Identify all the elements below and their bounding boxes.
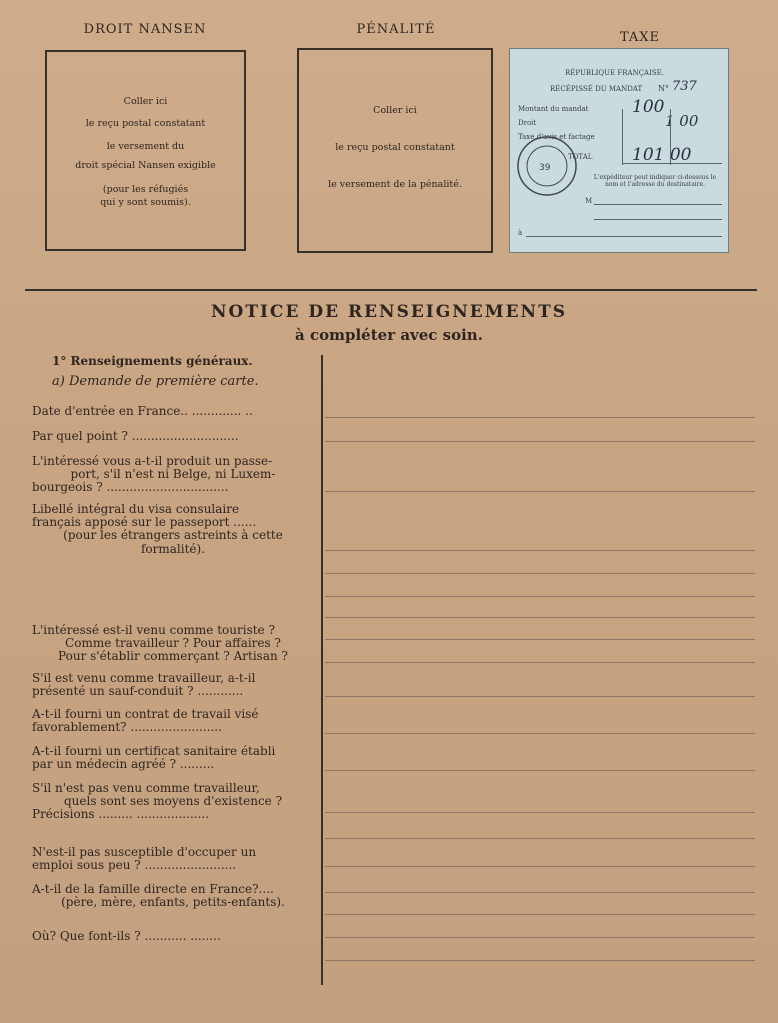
question-passport: L'intéressé vous a-t-il produit un passe- port, s'il n'est ni Belge, ni Luxem- bourgeois ? ................................ [32,454,276,495]
subsection-heading: a) Demande de première carte. [52,374,259,389]
answer-line[interactable] [325,892,755,893]
answer-line[interactable] [325,696,755,697]
notice-subtitle: à compléter avec soin. [295,326,483,344]
total-label: TOTAL [568,153,593,161]
section-heading: 1° Renseignements généraux. [52,354,253,368]
postmark-stamp-icon [515,134,579,198]
penalite-box [297,48,493,253]
receipt-m-label: M [585,197,593,205]
answer-line[interactable] [325,914,755,915]
form-column-divider [321,355,323,985]
question-family: A-t-il de la famille directe en France?.... (père, mère, enfants, petits-enfants). [32,882,285,910]
answer-line[interactable] [325,733,755,734]
answer-line[interactable] [325,770,755,771]
receipt-republic: RÉPUBLIQUE FRANÇAISE. [565,69,665,77]
fee-value: 1 00 [665,112,699,130]
droit-nansen-title: DROIT NANSEN [83,22,207,37]
amount-label: Montant du mandat [518,105,589,113]
box2-line: le reçu postal constatant [335,142,455,153]
answer-line[interactable] [325,812,755,813]
receipt-a-label: à [518,229,523,237]
question-work-contract: A-t-il fourni un contrat de travail visé favorablement? ........................ [32,707,259,735]
answer-line[interactable] [325,960,755,961]
question-health-certificate: A-t-il fourni un certificat sanitaire établi par un médecin agréé ? ......... [32,744,276,772]
question-employment: N'est-il pas susceptible d'occuper un emploi sous peu ? ........................ [32,845,257,873]
question-entry-point: Par quel point ? ............................ [32,429,239,443]
box1-line: le reçu postal constatant [85,118,206,129]
answer-line[interactable] [325,596,755,597]
receipt-note: L'expéditeur peut indiquer ci-dessous le nom et l'adresse du destinataire. [593,174,717,189]
section-divider [25,289,757,291]
question-means: S'il n'est pas venu comme travailleur, quels sont ses moyens d'existence ? Précisions ......... ................... [32,781,283,822]
question-purpose: L'intéressé est-il venu comme touriste ? Comme travailleur ? Pour affaires ? Pour s'établir commerçant ? Artisan ? [32,623,288,664]
question-visa: Libellé intégral du visa consulaire français apposé sur le passeport ...... (pour les étrangers astreints à cette formalité). [32,502,283,556]
answer-line[interactable] [325,662,755,663]
box1-line: Coller ici [123,96,168,107]
tax-label: Taxe d'avis et factage [518,133,595,141]
svg-text:39: 39 [539,163,551,173]
answer-line[interactable] [325,573,755,574]
answer-line[interactable] [325,838,755,839]
answer-line[interactable] [325,550,755,551]
postal-receipt: RÉPUBLIQUE FRANÇAISE. RÉCÉPISSÉ DU MANDAT N° 737 Montant du mandat 100 Droit 1 00 Taxe d'avis et factage TOTAL 101 00 L'expéditeur peut indiquer ci-dessous le nom et l'adresse du destinataire. M à 39 [509,48,729,253]
answer-line[interactable] [325,417,755,418]
answer-line[interactable] [325,866,755,867]
answer-line[interactable] [325,441,755,442]
box2-line: Coller ici [373,105,417,116]
taxe-title: TAXE [619,30,661,45]
box1-line: le versement du [106,141,185,152]
box1-line: droit spécial Nansen exigible [75,160,216,171]
fee-label: Droit [518,119,537,127]
box1-line: qui y sont soumis). [100,197,191,208]
answer-line[interactable] [325,617,755,618]
question-entry-date: Date d'entrée en France.. ............. .. [32,404,253,418]
receipt-number: 737 [672,79,697,94]
penalite-title: PÉNALITÉ [356,22,436,37]
box2-line: le versement de la pénalité. [328,179,462,190]
droit-nansen-box [45,50,246,251]
receipt-title: RÉCÉPISSÉ DU MANDAT [550,85,643,93]
box1-line: (pour les réfugiés [102,184,189,195]
amount-value: 100 [632,97,665,117]
notice-title: NOTICE DE RENSEIGNEMENTS [210,302,568,322]
question-safe-conduct: S'il est venu comme travailleur, a-t-il présenté un sauf-conduit ? ............ [32,671,256,699]
answer-line[interactable] [325,639,755,640]
total-value: 101 00 [632,145,692,165]
answer-line[interactable] [325,491,755,492]
answer-line[interactable] [325,937,755,938]
question-family-activity: Où? Que font-ils ? ........... ........ [32,929,221,943]
